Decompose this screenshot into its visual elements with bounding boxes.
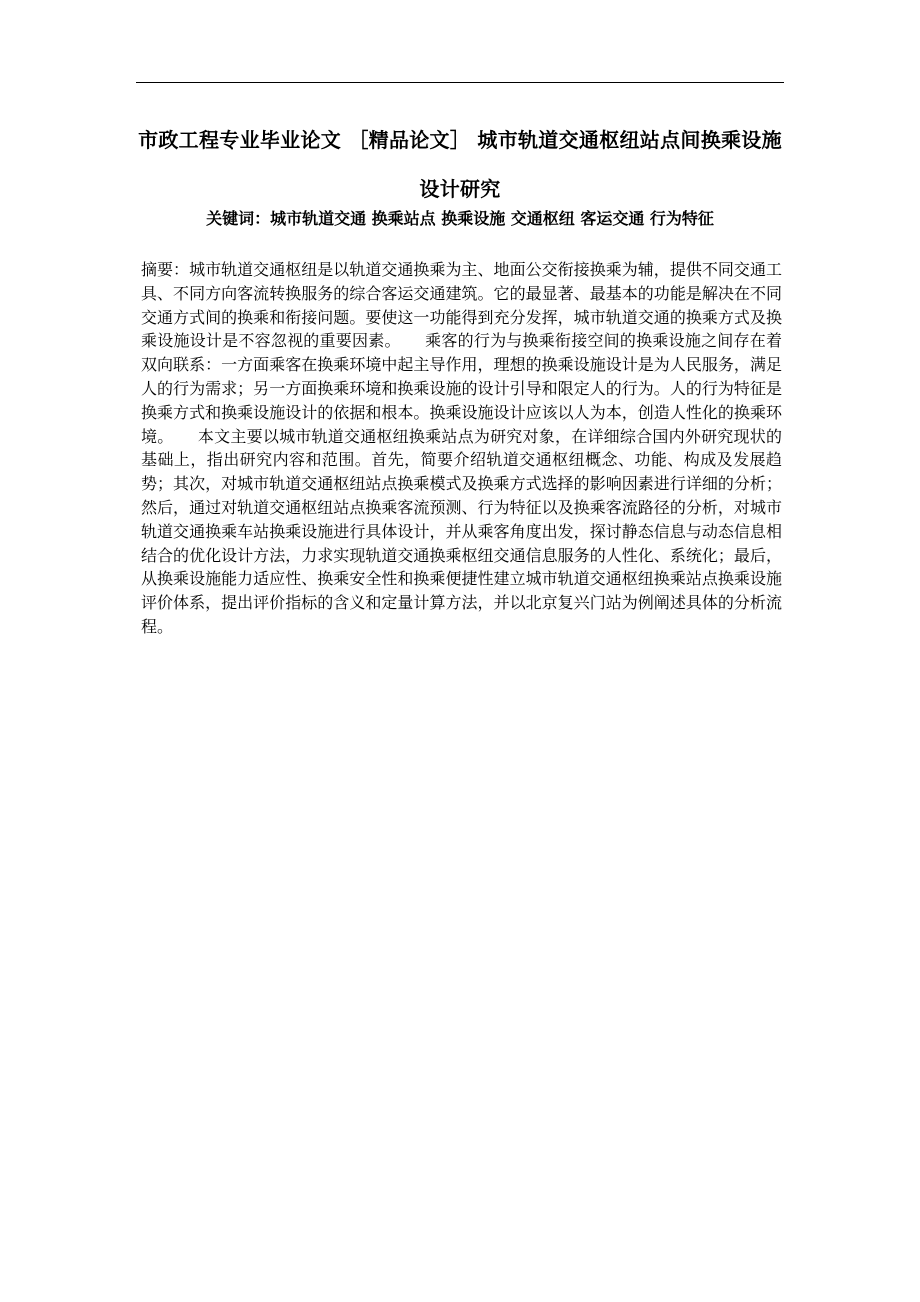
document-title: 市政工程专业毕业论文 ［精品论文］ 城市轨道交通枢纽站点间换乘设施设计研究 — [138, 128, 782, 201]
abstract-paragraph: 摘要：城市轨道交通枢纽是以轨道交通换乘为主、地面公交衔接换乘为辅，提供不同交通工具、不同方向客流转换服务的综合客运交通建筑。它的最显著、最基本的功能是解决在不同交通方式间的换乘和衔接问题。要使这一功能得到充分发挥，城市轨道交通的换乘方式及换乘设施设计是不容忽视的重要因素。 乘客的行为与换乘衔接空间的换乘设施之间存在着双向联系：一方面乘客在换乘环境中起主导作用，理想的换乘设施设计是为人民服务，满足人的行为需求；另一方面换乘环境和换乘设施的设计引导和限定人的行为。人的行为特征是换乘方式和换乘设施设计的依据和根本。换乘设施设计应该以人为本，创造人性化的换乘环境。 本文主要以城市轨道交通枢纽换乘站点为研究对象，在详细综合国内外研究现状的基础上，指出研究内容和范围。首先，简要介绍轨道交通枢纽概念、功能、构成及发展趋势；其次，对城市轨道交通枢纽站点换乘模式及换乘方式选择的影响因素进行详细的分析；然后，通过对轨道交通枢纽站点换乘客流预测、行为特征以及换乘客流路径的分析，对城市轨道交通换乘车站换乘设施进行具体设计，并从乘客角度出发，探讨静态信息与动态信息相结合的优化设计方法，力求实现轨道交通换乘枢纽交通信息服务的人性化、系统化；最后，从换乘设施能力适应性、换乘安全性和换乘便捷性建立城市轨道交通枢纽换乘站点换乘设施评价体系，提出评价指标的含义和定量计算方法，并以北京复兴门站为例阐述具体的分析流程。 — [141, 260, 782, 636]
header-rule — [136, 82, 784, 83]
keywords-line: 关键词：城市轨道交通 换乘站点 换乘设施 交通枢纽 客运交通 行为特征 — [206, 209, 714, 228]
